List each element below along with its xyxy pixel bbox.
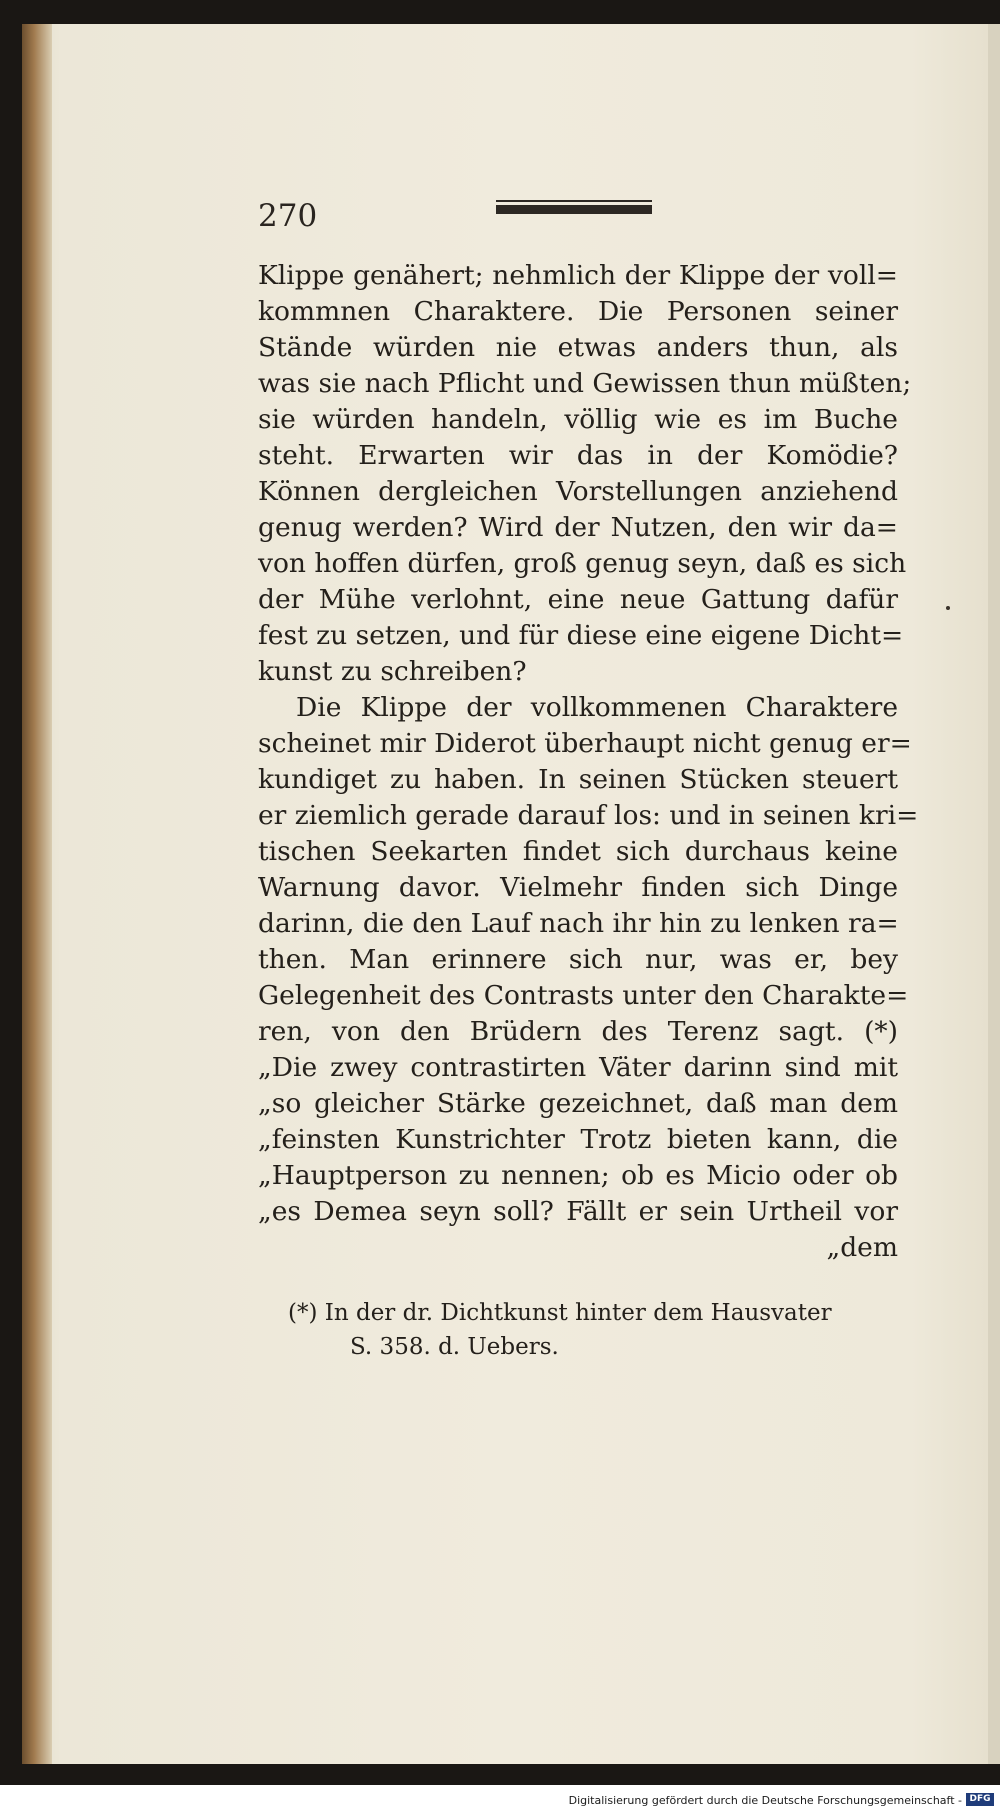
text-line: darinn, die den Lauf nach ihr hin zu lenken ra= — [258, 908, 899, 939]
footnote-line: S. 358. d. Uebers. — [350, 1334, 559, 1360]
text-line: genug werden? Wird der Nutzen, den wir da= — [258, 512, 898, 543]
funding-credit: Digitalisierung gefördert durch die Deutsche Forschungsgemeinschaft - — [568, 1794, 962, 1807]
text-line: Klippe genähert; nehmlich der Klippe der voll= — [258, 260, 898, 291]
page-fore-edge — [988, 24, 1000, 1764]
text-line: scheinet mir Diderot überhaupt nicht genug er= — [258, 728, 912, 759]
text-line: kundiget zu haben. In seinen Stücken steuert — [258, 764, 898, 795]
text-line: der Mühe verlohnt, eine neue Gattung dafür — [258, 584, 898, 615]
text-line: kunst zu schreiben? — [258, 656, 527, 687]
text-line: Gelegenheit des Contrasts unter den Charakte= — [258, 980, 909, 1011]
catchword: „dem — [826, 1232, 898, 1263]
dfg-logo-icon: DFG — [966, 1793, 994, 1806]
text-line: sie würden handeln, völlig wie es im Buche — [258, 404, 898, 435]
text-line: was sie nach Pflicht und Gewissen thun müßten; — [258, 368, 912, 399]
quote-line: „es Demea seyn soll? Fällt er sein Urtheil vor — [258, 1196, 898, 1227]
text-line: then. Man erinnere sich nur, was er, bey — [258, 944, 898, 975]
margin-dot — [946, 606, 950, 610]
book-gutter-edge — [22, 24, 52, 1764]
paragraph-start-line: Die Klippe der vollkommenen Charaktere — [296, 692, 898, 723]
body-text — [258, 258, 919, 1266]
text-line: kommnen Charaktere. Die Personen seiner — [258, 296, 898, 327]
text-line: ren, von den Brüdern des Terenz sagt. (*) — [258, 1016, 898, 1047]
footnote — [288, 1296, 908, 1364]
text-line: von hoffen dürfen, groß genug seyn, daß es sich — [258, 548, 907, 579]
header-rule — [496, 205, 652, 214]
text-line: Können dergleichen Vorstellungen anziehend — [258, 476, 898, 507]
text-line: Warnung davor. Vielmehr finden sich Dinge — [258, 872, 898, 903]
quote-line: „so gleicher Stärke gezeichnet, daß man dem — [258, 1088, 898, 1119]
text-line: steht. Erwarten wir das in der Komödie? — [258, 440, 898, 471]
text-line: fest zu setzen, und für diese eine eigene Dicht= — [258, 620, 904, 651]
text-line: Stände würden nie etwas anders thun, als — [258, 332, 898, 363]
quote-line: „feinsten Kunstrichter Trotz bieten kann, die — [258, 1124, 898, 1155]
quote-line: „Die zwey contrastirten Väter darinn sind mit — [258, 1052, 898, 1083]
quote-line: „Hauptperson zu nennen; ob es Micio oder ob — [258, 1160, 898, 1191]
text-line: er ziemlich gerade darauf los: und in seinen kri= — [258, 800, 919, 831]
text-line: tischen Seekarten findet sich durchaus keine — [258, 836, 898, 867]
page-number: 270 — [258, 198, 318, 234]
footnote-line: (*) In der dr. Dichtkunst hinter dem Hausvater — [288, 1300, 832, 1326]
